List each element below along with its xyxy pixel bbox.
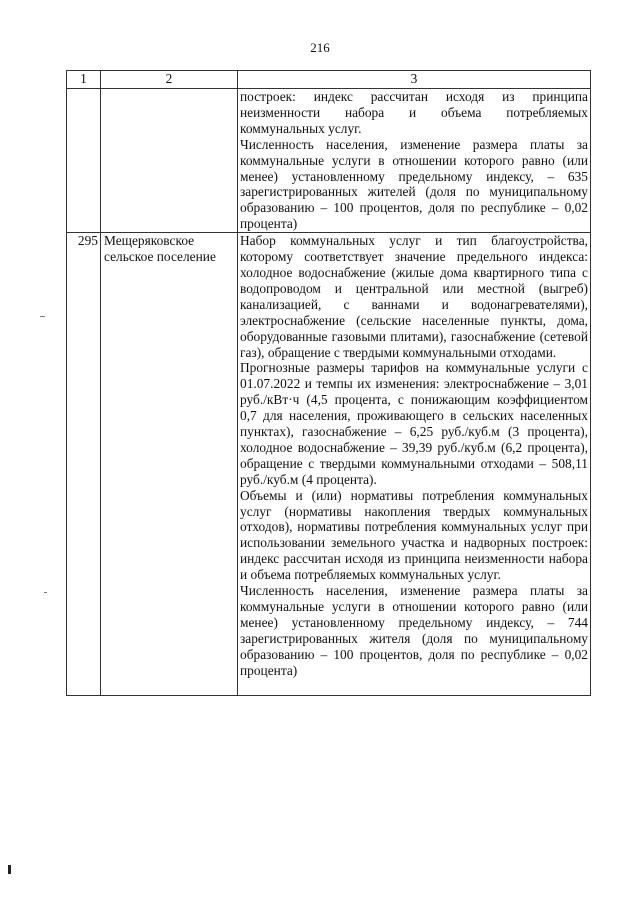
column-header-2: 2 [101, 71, 238, 89]
paragraph: Объемы и (или) нормативы потребления коммунальных услуг (нормативы накопления твердых коммунальных отходов), нормативы потребления коммунальных услуг при использовании земельного участка и надворных построек: индекс рассчитан исходя из принципа неизменности набора и объема потребляемых коммунальных услуг. [240, 487, 588, 583]
column-header-1: 1 [67, 71, 101, 89]
row-number: 295 [67, 233, 101, 695]
index-table [66, 70, 591, 696]
row-number-cell [67, 89, 101, 233]
scan-mark [8, 865, 11, 874]
paragraph: построек: индекс рассчитан исходя из принципа неизменности набора и объема потребляемых коммунальных услуг. [240, 89, 588, 136]
paragraph: Численность населения, изменение размера платы за коммунальные услуги в отношении которого равно (или менее) установленному предельному индексу, – 744 зарегистрированных жителя (доля по муниципальному образованию – 100 процентов, доля по республике – 0,02 процента) [240, 583, 588, 678]
municipality-cell [101, 89, 238, 233]
paragraph: Набор коммунальных услуг и тип благоустройства, которому соответствует значение предельного индекса: холодное водоснабжение (жилые дома квартирного типа с водопроводом и центральной или местной (выгреб) канализацией, с ваннами и водонагревателями), электроснабжение (сельские населенные пункты, дома, оборудованные газовыми плитами), газоснабжение (сетевой газ), обращение с твердыми коммунальными отходами. [240, 233, 588, 360]
table-row-continued [67, 89, 591, 233]
scan-mark [44, 592, 47, 593]
paragraph: Численность населения, изменение размера платы за коммунальные услуги в отношении которого равно (или менее) установленному предельному индексу, – 635 зарегистрированных жителей (доля по муниципальному образованию – 100 процентов, доля по республике – 0,02 процента) [240, 136, 588, 232]
scan-mark [40, 316, 45, 317]
column-header-row [67, 71, 591, 89]
description-cell [238, 233, 591, 695]
table-row [67, 233, 591, 695]
municipality-name: Мещеряковское сельское поселение [101, 233, 238, 695]
column-header-3: 3 [238, 71, 591, 89]
description-cell [238, 89, 591, 233]
paragraph: Прогнозные размеры тарифов на коммунальные услуги с 01.07.2022 и темпы их изменения: электроснабжение – 3,01 руб./кВт·ч (4,5 процента, с понижающим коэффициентом 0,7 для населения, проживающего в сельских населенных пунктах), газоснабжение – 6,25 руб./куб.м (3 процента), холодное водоснабжение – 39,39 руб./куб.м (6,2 процента), обращение с твердыми коммунальными отходами – 508,11 руб./куб.м (4 процента). [240, 360, 588, 487]
page-number: 216 [310, 40, 330, 55]
